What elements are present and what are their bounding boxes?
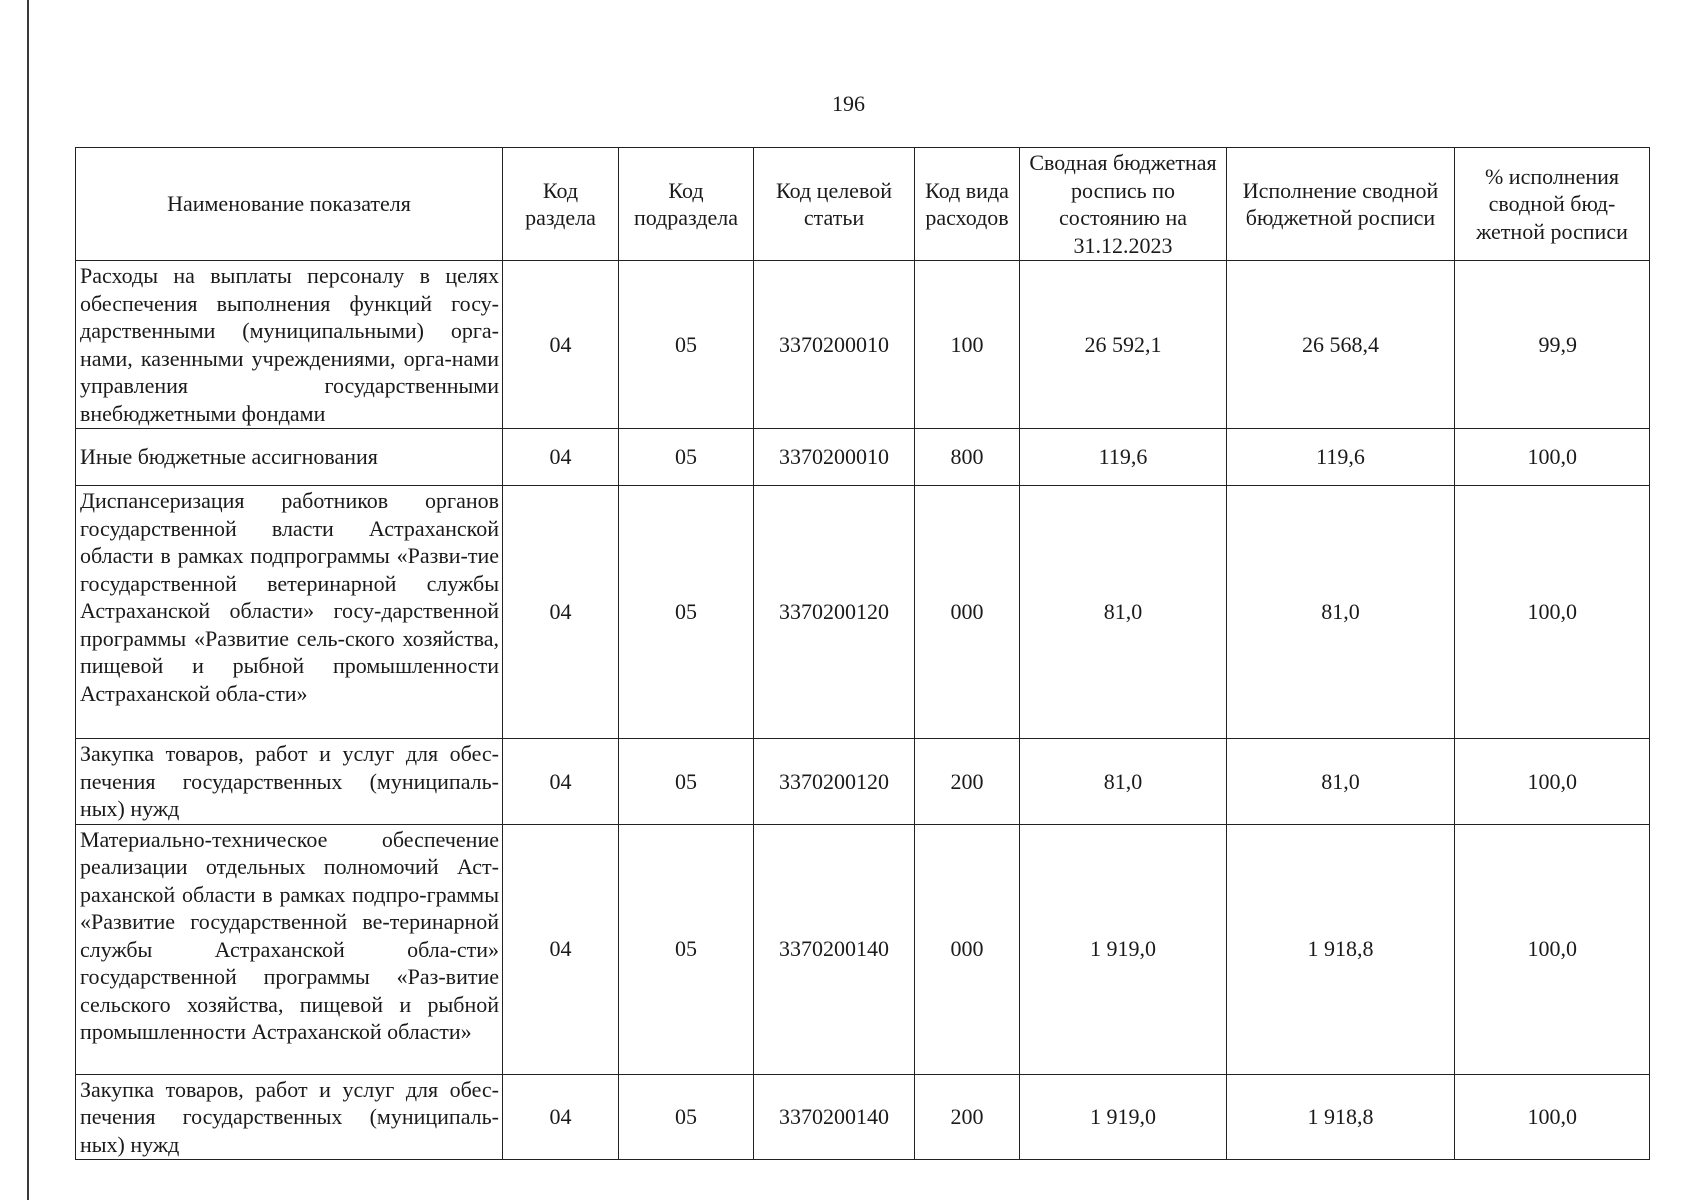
executed-amount: 1 918,8 — [1227, 1074, 1455, 1160]
subsection-code: 05 — [619, 486, 754, 739]
planned-amount: 1 919,0 — [1020, 824, 1227, 1074]
executed-amount: 81,0 — [1227, 486, 1455, 739]
expense-type-code: 200 — [915, 1074, 1020, 1160]
target-article-code: 3370200120 — [754, 739, 915, 825]
executed-amount: 26 568,4 — [1227, 261, 1455, 429]
subsection-code: 05 — [619, 739, 754, 825]
planned-amount: 26 592,1 — [1020, 261, 1227, 429]
table-row — [76, 429, 1650, 486]
section-code: 04 — [503, 261, 619, 429]
target-article-code: 3370200010 — [754, 261, 915, 429]
indicator-name: Диспансеризация работников органов государственной власти Астраханской области в рамках подпрограммы «Разви-тие государственной ветеринарной службы Астраханской области» госу-дарственной программы «Развитие сель-ского хозяйства, пищевой и рыбной промышленности Астраханской обла-сти» — [76, 486, 503, 739]
header-executed-budget: Исполнение сводной бюджетной росписи — [1227, 148, 1455, 261]
table-row — [76, 739, 1650, 825]
execution-percent: 100,0 — [1455, 824, 1650, 1074]
target-article-code: 3370200140 — [754, 824, 915, 1074]
expense-type-code: 200 — [915, 739, 1020, 825]
header-subsection-code: Код подраздела — [619, 148, 754, 261]
section-code: 04 — [503, 1074, 619, 1160]
table-header-row — [76, 148, 1650, 261]
subsection-code: 05 — [619, 1074, 754, 1160]
planned-amount: 119,6 — [1020, 429, 1227, 486]
table-row — [76, 824, 1650, 1074]
section-code: 04 — [503, 739, 619, 825]
table-row — [76, 261, 1650, 429]
indicator-name: Закупка товаров, работ и услуг для обес-печения государственных (муниципаль-ных) нужд — [76, 1074, 503, 1160]
executed-amount: 81,0 — [1227, 739, 1455, 825]
header-target-article-code: Код целевой статьи — [754, 148, 915, 261]
binding-line — [27, 0, 29, 1200]
section-code: 04 — [503, 429, 619, 486]
indicator-name: Расходы на выплаты персоналу в целях обеспечения выполнения функций госу-дарственными (муниципальными) орга-нами, казенными учреждениями, орга-нами управления государственными внебюджетными фондами — [76, 261, 503, 429]
section-code: 04 — [503, 824, 619, 1074]
budget-execution-table — [75, 147, 1650, 1160]
planned-amount: 81,0 — [1020, 486, 1227, 739]
target-article-code: 3370200010 — [754, 429, 915, 486]
header-section-code: Код раздела — [503, 148, 619, 261]
target-article-code: 3370200120 — [754, 486, 915, 739]
execution-percent: 100,0 — [1455, 486, 1650, 739]
executed-amount: 1 918,8 — [1227, 824, 1455, 1074]
executed-amount: 119,6 — [1227, 429, 1455, 486]
execution-percent: 100,0 — [1455, 429, 1650, 486]
section-code: 04 — [503, 486, 619, 739]
subsection-code: 05 — [619, 429, 754, 486]
indicator-name: Закупка товаров, работ и услуг для обес-печения государственных (муниципаль-ных) нужд — [76, 739, 503, 825]
expense-type-code: 000 — [915, 486, 1020, 739]
table-row — [76, 1074, 1650, 1160]
header-planned-budget: Сводная бюджетная роспись по состоянию на 31.12.2023 — [1020, 148, 1227, 261]
page-number: 196 — [832, 91, 865, 116]
target-article-code: 3370200140 — [754, 1074, 915, 1160]
execution-percent: 100,0 — [1455, 1074, 1650, 1160]
expense-type-code: 800 — [915, 429, 1020, 486]
header-indicator-name: Наименование показателя — [76, 148, 503, 261]
expense-type-code: 100 — [915, 261, 1020, 429]
header-expense-type-code: Код вида расходов — [915, 148, 1020, 261]
subsection-code: 05 — [619, 824, 754, 1074]
indicator-name: Материально-техническое обеспечение реализации отдельных полномочий Аст-раханской области в рамках подпро-граммы «Развитие государственной ве-теринарной службы Астраханской обла-сти» государственной программы «Раз-витие сельского хозяйства, пищевой и рыбной промышленности Астраханской области» — [76, 824, 503, 1074]
subsection-code: 05 — [619, 261, 754, 429]
execution-percent: 99,9 — [1455, 261, 1650, 429]
header-execution-percent: % исполнения сводной бюд-жетной росписи — [1455, 148, 1650, 261]
expense-type-code: 000 — [915, 824, 1020, 1074]
execution-percent: 100,0 — [1455, 739, 1650, 825]
table-row — [76, 486, 1650, 739]
planned-amount: 81,0 — [1020, 739, 1227, 825]
planned-amount: 1 919,0 — [1020, 1074, 1227, 1160]
indicator-name: Иные бюджетные ассигнования — [76, 429, 503, 486]
